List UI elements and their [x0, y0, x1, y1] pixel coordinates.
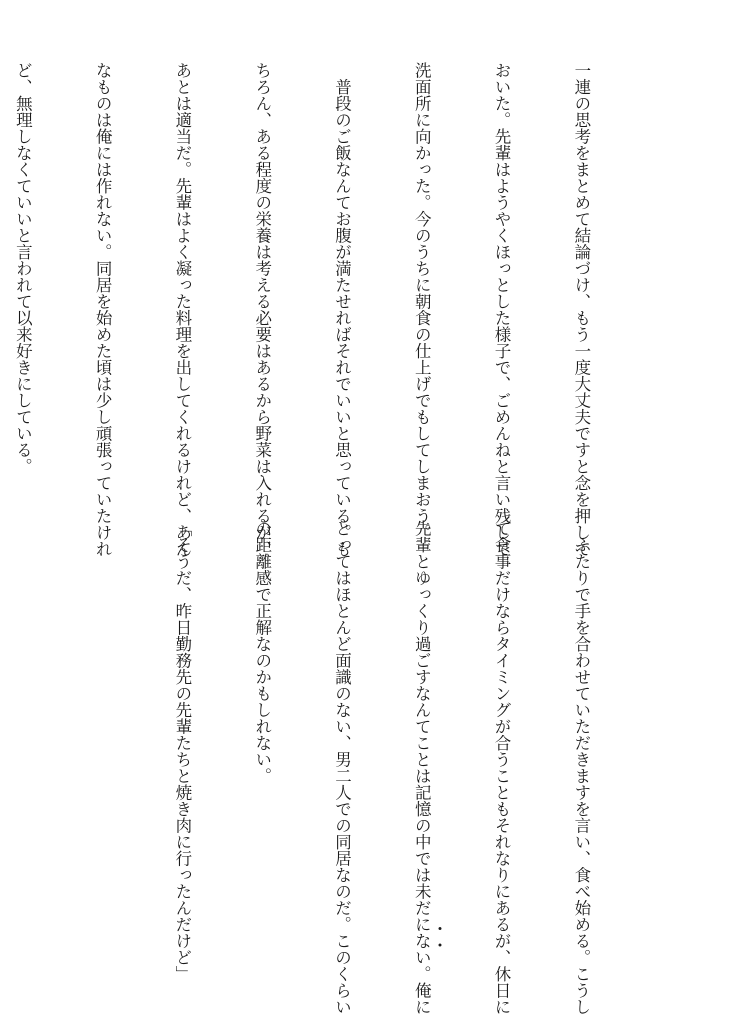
text-line: なものは俺には作れない。同居を始めた頃は少し頑張っていたけれ	[93, 62, 113, 557]
text-line: とってはほとんど面識のない、男二人での同居なのだ。このくらい	[332, 520, 352, 1015]
upper-text-block	[0, 62, 647, 557]
text-line: ちろん、ある程度の栄養は考える必要はあるから野菜は入れるが、	[252, 62, 272, 557]
text-line: ど、無理しなくていいと言われて以来好きにしている。	[13, 62, 33, 475]
text-line: 洗面所に向かった。今のうちに朝食の仕上げでもしてしまおう。	[412, 62, 432, 541]
text-line: おいた。先輩はようやくほっとした様子で、ごめんねと言い残して	[492, 62, 512, 557]
text-line: て食事だけならタイミングが合うこともそれなりにあるが、休日に	[492, 520, 512, 1015]
dialogue-line: 「そうだ、昨日勤務先の先輩たちと焼き肉に行ったんだけど」	[172, 520, 192, 982]
text-line: あとは適当だ。先輩はよく凝った料理を出してくれるけれど、あん	[172, 62, 192, 557]
text-line: ふたりで手を合わせていただきますを言い、食べ始める。こうし	[571, 520, 591, 1015]
text-line: の距離感で正解なのかもしれない。	[252, 520, 272, 784]
text-line: 普段のご飯なんてお腹が満たせればそれでいいと思っている。も	[332, 62, 352, 557]
lower-text-block	[115, 520, 647, 1015]
trailing-ellipsis: ・・	[429, 920, 448, 953]
text-line: 一連の思考をまとめて結論づけ、もう一度大丈夫ですと念を押して	[571, 62, 591, 557]
text-line: 先輩とゆっくり過ごすなんてことは記憶の中では未だにない。俺に	[412, 520, 432, 1015]
